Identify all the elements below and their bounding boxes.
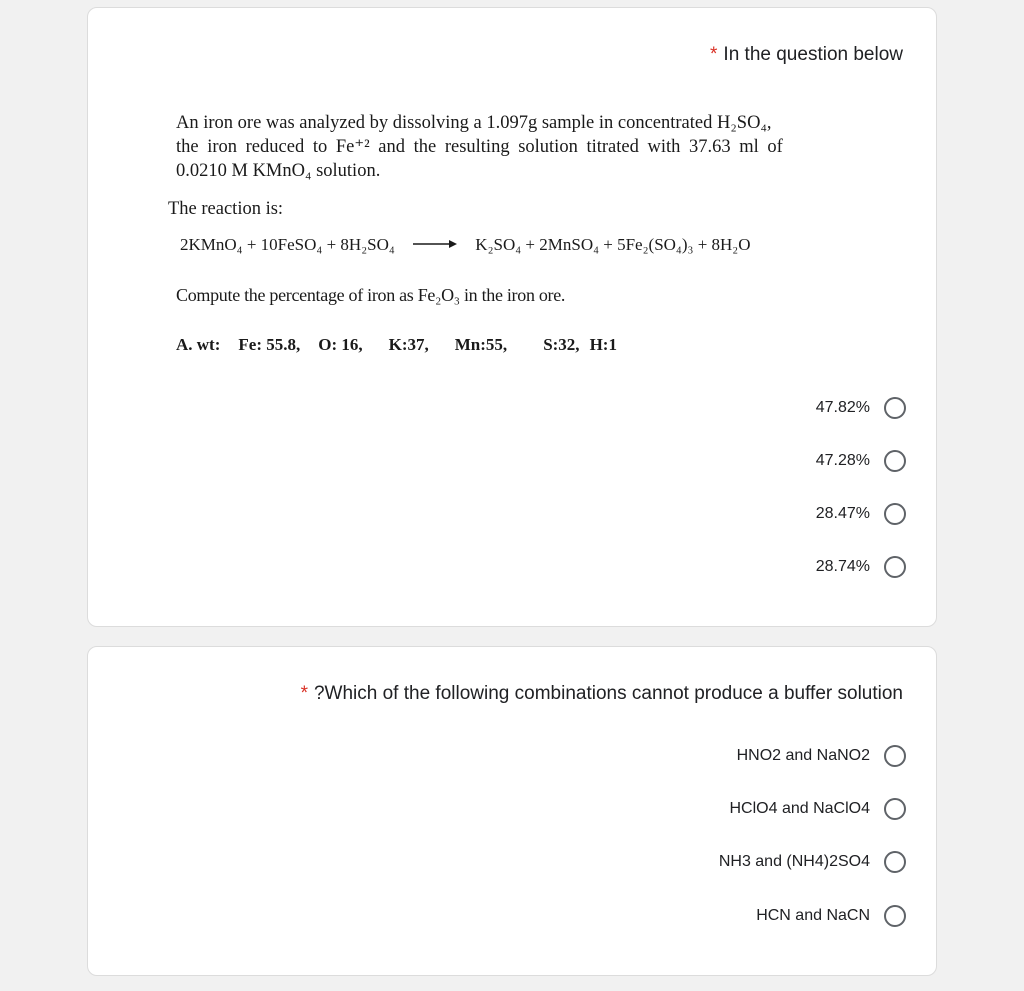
option-label: HCN and NaCN bbox=[756, 907, 870, 924]
answer-option[interactable] bbox=[756, 902, 906, 930]
compute-instruction: Compute the percentage of iron as Fe₂O₃ in the iron ore. bbox=[176, 285, 566, 305]
answer-option[interactable] bbox=[816, 447, 906, 475]
answer-option[interactable] bbox=[719, 848, 906, 876]
option-label: 28.74% bbox=[815, 558, 870, 575]
atomic-weight-item: O: 16, bbox=[318, 335, 363, 354]
answer-option[interactable] bbox=[816, 553, 906, 581]
atomic-weight-item: S:32, bbox=[543, 335, 580, 354]
atomic-weight-item: Mn:55, bbox=[454, 335, 508, 354]
equation-products: K₂SO₄ + 2MnSO₄ + 5Fe₂(SO₄)₃ + 8H₂O bbox=[475, 235, 751, 254]
atomic-weight-item: H:1 bbox=[589, 335, 617, 354]
option-label: HClO4 and NaClO4 bbox=[729, 800, 870, 817]
answer-option[interactable] bbox=[730, 795, 907, 823]
reaction-arrow-icon bbox=[413, 234, 457, 254]
required-asterisk: * bbox=[300, 683, 308, 704]
question-card-2 bbox=[87, 646, 937, 976]
option-label: 47.28% bbox=[815, 452, 870, 469]
atomic-weight-item: A. wt: bbox=[176, 335, 221, 354]
atomic-weight-item: K:37, bbox=[388, 335, 429, 354]
paragraph-line: 0.0210 M KMnO₄ solution. bbox=[176, 161, 381, 181]
radio-button[interactable] bbox=[884, 503, 906, 525]
question-title-text: ?Which of the following combinations cannot produce a buffer solution bbox=[313, 683, 903, 704]
question-title bbox=[301, 683, 903, 705]
answer-option[interactable] bbox=[737, 742, 906, 770]
radio-button[interactable] bbox=[884, 851, 906, 873]
radio-button[interactable] bbox=[884, 905, 906, 927]
option-label: NH3 and (NH4)2SO4 bbox=[718, 853, 870, 870]
reaction-label: The reaction is: bbox=[168, 199, 284, 219]
equation-reactants: 2KMnO₄ + 10FeSO₄ + 8H₂SO₄ bbox=[180, 235, 395, 254]
option-label: 28.47% bbox=[815, 505, 870, 522]
radio-button[interactable] bbox=[884, 450, 906, 472]
question-card-1 bbox=[87, 7, 937, 627]
radio-button[interactable] bbox=[884, 397, 906, 419]
question-paragraph bbox=[176, 111, 783, 183]
answer-option[interactable] bbox=[816, 500, 906, 528]
radio-button[interactable] bbox=[884, 798, 906, 820]
option-label: 47.82% bbox=[815, 399, 870, 416]
paragraph-line: the iron reduced to Fe⁺² and the resulting solution titrated with 37.63 ml of bbox=[176, 137, 783, 157]
option-label: HNO2 and NaNO2 bbox=[736, 747, 870, 764]
atomic-weights bbox=[176, 335, 635, 355]
required-asterisk: * bbox=[710, 44, 718, 65]
chemical-equation bbox=[180, 235, 751, 255]
paragraph-line: An iron ore was analyzed by dissolving a 1.097g sample in concentrated H₂SO₄, bbox=[176, 113, 772, 133]
radio-button[interactable] bbox=[884, 556, 906, 578]
radio-button[interactable] bbox=[884, 745, 906, 767]
question-title-text: In the question below bbox=[723, 44, 903, 65]
answer-option[interactable] bbox=[816, 394, 906, 422]
atomic-weight-item: Fe: 55.8, bbox=[238, 335, 301, 354]
question-title bbox=[710, 44, 903, 66]
